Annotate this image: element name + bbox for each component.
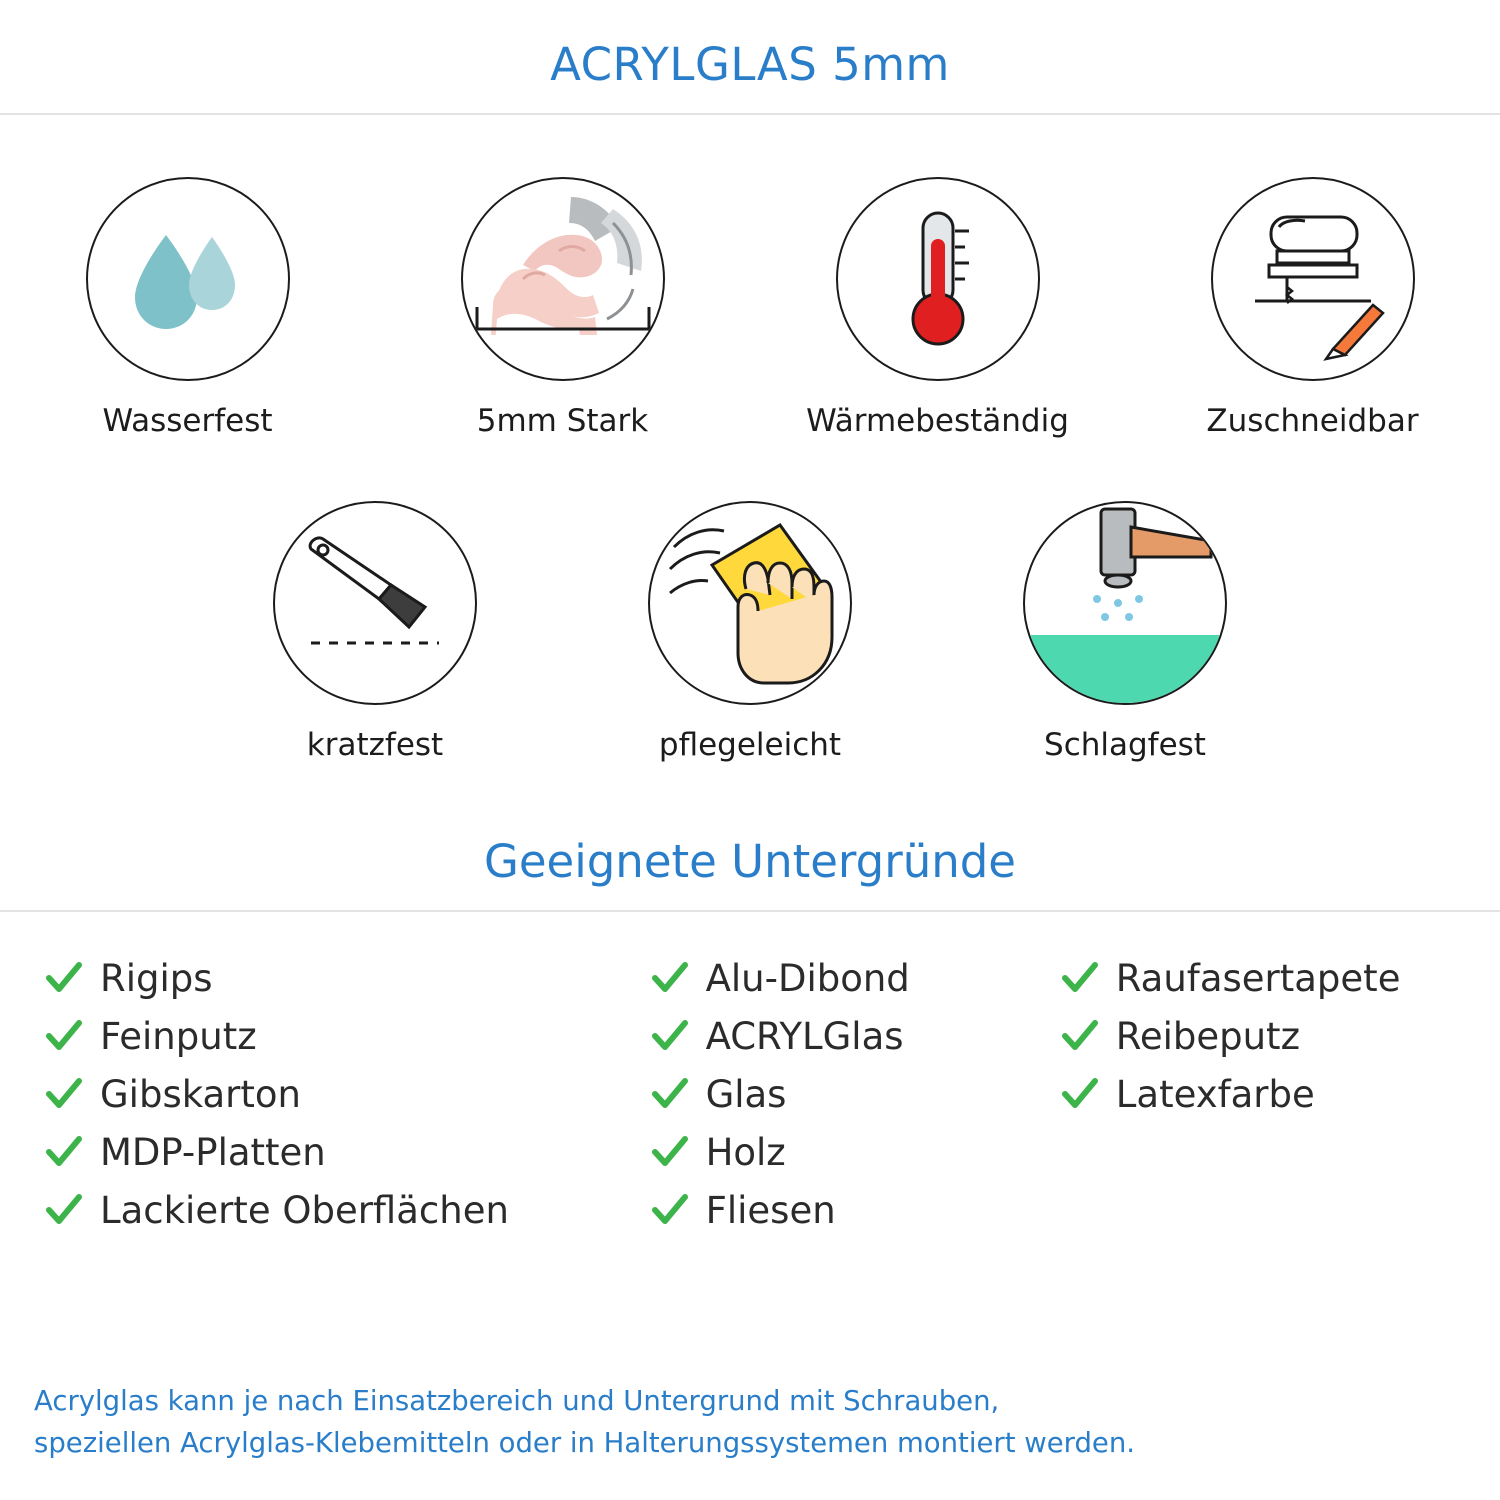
substrate-label: Glas — [705, 1072, 787, 1116]
substrates-column-1 — [30, 952, 650, 1242]
thermometer-icon — [836, 177, 1040, 381]
list-item — [44, 1126, 650, 1178]
hammer-impact-icon — [1023, 501, 1227, 705]
knife-scratch-icon — [273, 501, 477, 705]
feature-kratzfest — [188, 501, 563, 763]
feature-label: Wasserfest — [102, 403, 273, 439]
check-icon — [1060, 1074, 1100, 1114]
check-icon — [44, 1190, 84, 1230]
substrates-column-2 — [650, 952, 1060, 1242]
substrate-label: Fliesen — [705, 1188, 836, 1232]
feature-label: Schlagfest — [1044, 727, 1206, 763]
feature-schlagfest — [938, 501, 1313, 763]
substrates-list — [0, 912, 1500, 1242]
feature-pflegeleicht — [563, 501, 938, 763]
list-item — [44, 952, 650, 1004]
check-icon — [44, 1132, 84, 1172]
substrate-label: Lackierte Oberflächen — [100, 1188, 509, 1232]
substrate-label: MDP-Platten — [100, 1130, 326, 1174]
check-icon — [650, 1190, 690, 1230]
check-icon — [44, 1074, 84, 1114]
substrate-label: Holz — [705, 1130, 786, 1174]
page-header — [0, 0, 1500, 115]
list-item — [650, 1068, 1060, 1120]
feature-label: kratzfest — [306, 727, 444, 763]
feature-row-1 — [0, 177, 1500, 439]
list-item — [1060, 1068, 1470, 1120]
list-item — [1060, 1010, 1470, 1062]
substrate-label: Feinputz — [100, 1014, 257, 1058]
footer-line-1: Acrylglas kann je nach Einsatzbereich und Untergrund mit Schrauben, — [34, 1385, 1000, 1417]
list-item — [650, 1126, 1060, 1178]
substrate-label: Raufasertapete — [1115, 956, 1401, 1000]
check-icon — [44, 958, 84, 998]
feature-label: 5mm Stark — [476, 403, 649, 439]
list-item — [650, 1010, 1060, 1062]
substrate-label: Gibskarton — [100, 1072, 301, 1116]
check-icon — [650, 1074, 690, 1114]
substrate-label: Reibeputz — [1115, 1014, 1300, 1058]
list-item — [650, 952, 1060, 1004]
hand-cloth-wipe-icon — [648, 501, 852, 705]
feature-5mm-stark — [375, 177, 750, 439]
section-title: Geeignete Untergründe — [483, 835, 1016, 888]
list-item — [44, 1184, 650, 1236]
check-icon — [1060, 958, 1100, 998]
substrate-label: ACRYLGlas — [705, 1014, 904, 1058]
feature-wasserfest — [0, 177, 375, 439]
feature-label: pflegeleicht — [658, 727, 842, 763]
footer-note — [34, 1380, 1466, 1464]
list-item — [44, 1010, 650, 1062]
water-drops-icon — [86, 177, 290, 381]
substrate-label: Latexfarbe — [1115, 1072, 1315, 1116]
check-icon — [650, 1132, 690, 1172]
substrate-label: Rigips — [100, 956, 213, 1000]
list-item — [44, 1068, 650, 1120]
feature-zuschneidbar — [1125, 177, 1500, 439]
substrate-label: Alu-Dibond — [705, 956, 910, 1000]
substrates-column-3 — [1060, 952, 1470, 1242]
footer-line-2: speziellen Acrylglas-Klebemitteln oder in Halterungssystemen montiert werden. — [34, 1427, 1136, 1459]
feature-row-2 — [0, 501, 1500, 763]
flexing-arm-icon — [461, 177, 665, 381]
page-title: ACRYLGLAS 5mm — [550, 38, 950, 91]
check-icon — [650, 1016, 690, 1056]
substrates-section-header — [0, 835, 1500, 912]
check-icon — [1060, 1016, 1100, 1056]
check-icon — [44, 1016, 84, 1056]
features-section — [0, 115, 1500, 763]
jigsaw-cutter-icon — [1211, 177, 1415, 381]
feature-waermebestaendig — [750, 177, 1125, 439]
check-icon — [650, 958, 690, 998]
list-item — [1060, 952, 1470, 1004]
feature-label: Zuschneidbar — [1206, 403, 1419, 439]
list-item — [650, 1184, 1060, 1236]
feature-label: Wärmebeständig — [806, 403, 1069, 439]
